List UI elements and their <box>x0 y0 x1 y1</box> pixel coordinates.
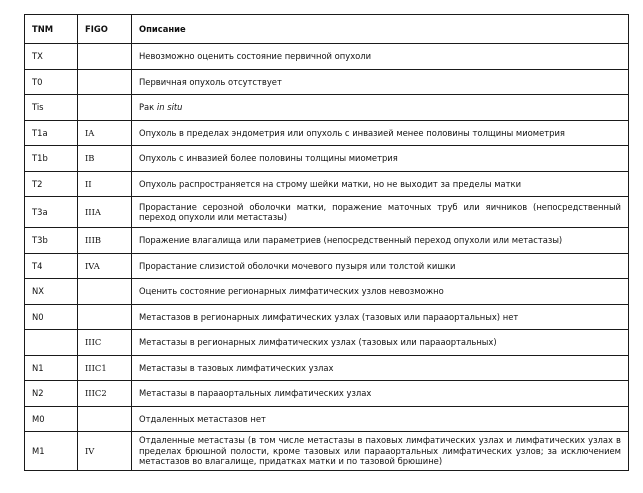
tnm-cell <box>25 330 78 356</box>
tnm-cell: T3a <box>25 197 78 228</box>
figo-cell: IIIC1 <box>78 355 132 381</box>
figo-cell: IIIC <box>78 330 132 356</box>
table-row <box>25 120 629 146</box>
figo-cell <box>78 304 132 330</box>
table-row <box>25 69 629 95</box>
tnm-cell: N0 <box>25 304 78 330</box>
description-cell: Поражение влагалища или параметриев (непосредственный переход опухоли или метастазы) <box>132 228 629 254</box>
table-row <box>25 171 629 197</box>
figo-cell: IIIC2 <box>78 381 132 407</box>
description-cell: Опухоль с инвазией более половины толщины миометрия <box>132 146 629 172</box>
table-row <box>25 406 629 432</box>
figo-cell: IB <box>78 146 132 172</box>
table-header <box>25 15 629 44</box>
figo-cell <box>78 279 132 305</box>
tnm-cell: T3b <box>25 228 78 254</box>
description-cell: Прорастание серозной оболочки матки, поражение маточных труб или яичников (непосредственный переход опухоли или метастазы) <box>132 197 629 228</box>
description-cell: Опухоль распространяется на строму шейки матки, но не выходит за пределы матки <box>132 171 629 197</box>
figo-cell <box>78 44 132 70</box>
table-row <box>25 432 629 471</box>
table-row <box>25 95 629 121</box>
description-cell: Метастазы в парааортальных лимфатических узлах <box>132 381 629 407</box>
table-row <box>25 146 629 172</box>
tnm-cell: M1 <box>25 432 78 471</box>
description-cell <box>132 95 629 121</box>
tnm-cell: T4 <box>25 253 78 279</box>
tnm-cell: T1b <box>25 146 78 172</box>
header-row <box>25 15 629 44</box>
figo-cell: IIIB <box>78 228 132 254</box>
table-row <box>25 304 629 330</box>
figo-cell <box>78 406 132 432</box>
description-cell: Невозможно оценить состояние первичной опухоли <box>132 44 629 70</box>
tnm-cell: N2 <box>25 381 78 407</box>
tnm-cell: M0 <box>25 406 78 432</box>
description-italic-text: in situ <box>156 102 183 113</box>
figo-cell <box>78 69 132 95</box>
table-row <box>25 355 629 381</box>
description-text: Рак <box>139 102 157 113</box>
table-row <box>25 197 629 228</box>
tnm-cell: T0 <box>25 69 78 95</box>
description-cell: Метастазы в тазовых лимфатических узлах <box>132 355 629 381</box>
description-cell: Отдаленные метастазы (в том числе метастазы в паховых лимфатических узлах и лимфатических узлах в пределах брюшной полости, кроме тазовых или парааортальных лимфатических узлов; за исключением метастазов во влагалище, придатках матки и по тазовой брюшине) <box>132 432 629 471</box>
table-row <box>25 228 629 254</box>
header-description: Описание <box>132 15 629 44</box>
figo-cell: IV <box>78 432 132 471</box>
description-cell: Метастазов в регионарных лимфатических узлах (тазовых или парааортальных) нет <box>132 304 629 330</box>
table-row <box>25 253 629 279</box>
tnm-cell: T2 <box>25 171 78 197</box>
description-cell: Оценить состояние регионарных лимфатических узлов невозможно <box>132 279 629 305</box>
description-cell: Прорастание слизистой оболочки мочевого пузыря или толстой кишки <box>132 253 629 279</box>
header-tnm: TNM <box>25 15 78 44</box>
description-cell: Первичная опухоль отсутствует <box>132 69 629 95</box>
figo-cell: IIIA <box>78 197 132 228</box>
staging-table <box>24 14 629 471</box>
figo-cell: II <box>78 171 132 197</box>
table-row <box>25 44 629 70</box>
figo-cell: IA <box>78 120 132 146</box>
tnm-cell: TX <box>25 44 78 70</box>
tnm-cell: NX <box>25 279 78 305</box>
tnm-cell: T1a <box>25 120 78 146</box>
table-row <box>25 279 629 305</box>
description-cell: Опухоль в пределах эндометрия или опухоль с инвазией менее половины толщины миометрия <box>132 120 629 146</box>
header-figo: FIGO <box>78 15 132 44</box>
table-body <box>25 44 629 471</box>
figo-cell: IVA <box>78 253 132 279</box>
table-row <box>25 381 629 407</box>
description-cell: Отдаленных метастазов нет <box>132 406 629 432</box>
table-row <box>25 330 629 356</box>
figo-cell <box>78 95 132 121</box>
description-cell: Метастазы в регионарных лимфатических узлах (тазовых или парааортальных) <box>132 330 629 356</box>
tnm-cell: Tis <box>25 95 78 121</box>
tnm-cell: N1 <box>25 355 78 381</box>
